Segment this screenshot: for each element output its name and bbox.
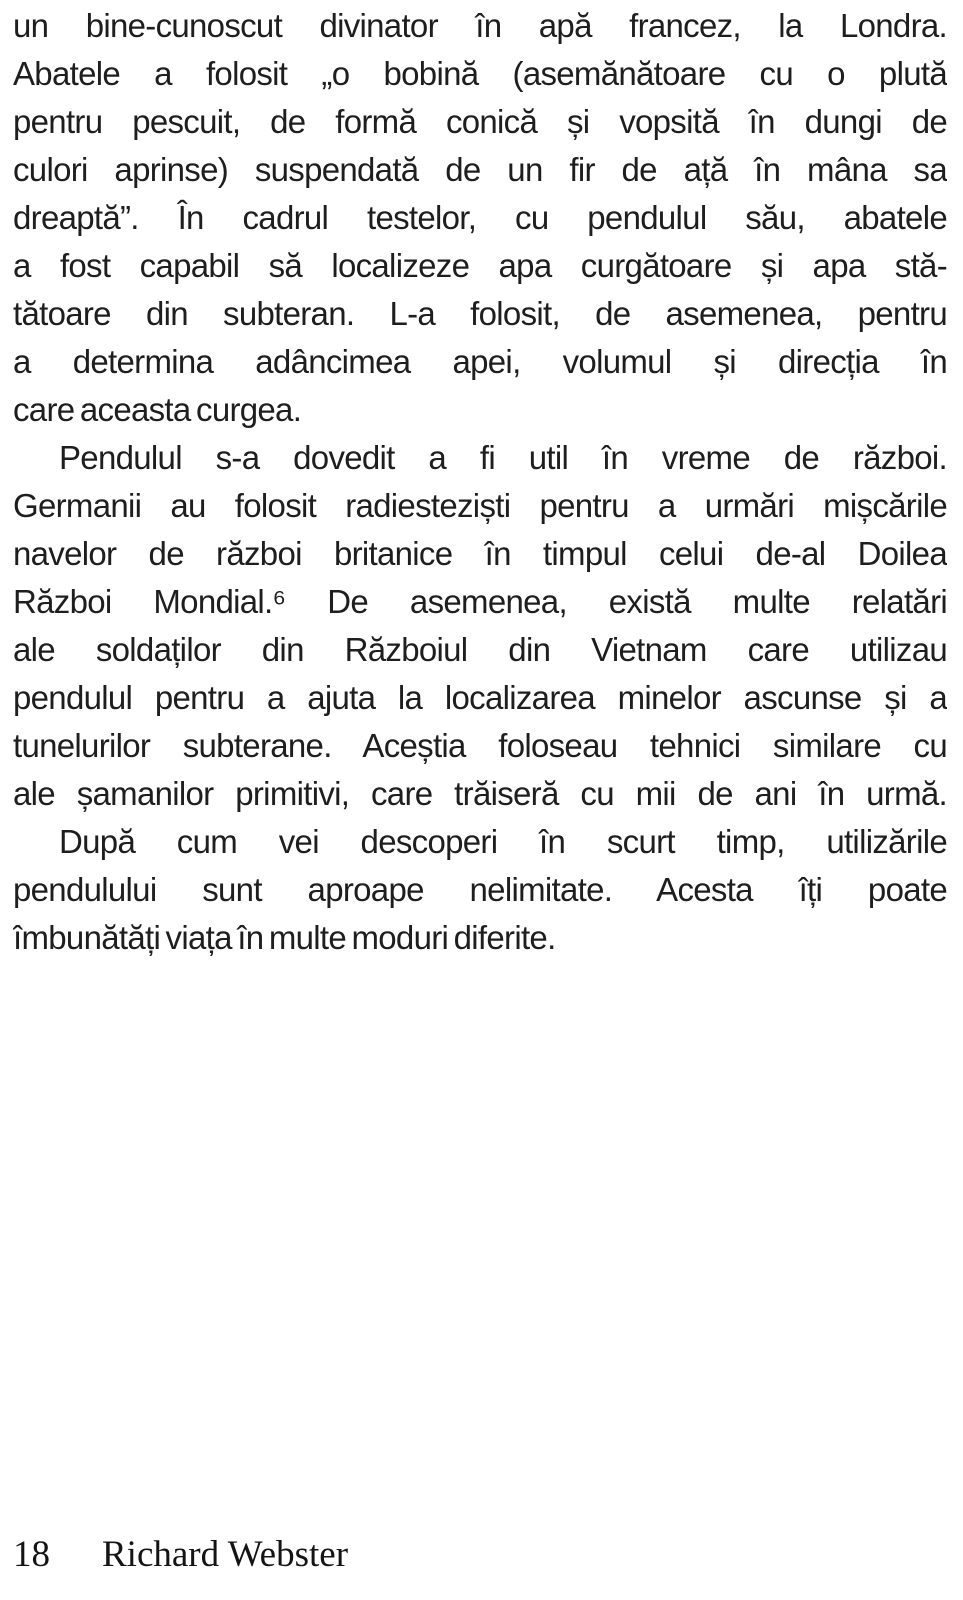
text-line: pentru pescuit, de formă conică și vopsită în dungi de [13, 103, 947, 140]
text-line: ale soldaților din Războiul din Vietnam care utilizau [13, 631, 947, 668]
text-line: a determina adâncimea apei, volumul și direcția în [13, 343, 947, 380]
text-line: După cum vei descoperi în scurt timp, utilizările [59, 823, 947, 860]
text-line: pendulul pentru a ajuta la localizarea minelor ascunse și a [13, 679, 947, 716]
text-line: un bine-cunoscut divinator în apă francez, la Londra. [13, 7, 947, 44]
running-head: Richard Webster [102, 1534, 349, 1575]
text-line: Război Mondial.⁶ De asemenea, există multe relatări [13, 583, 947, 620]
text-line: îmbunătăți viața în multe moduri diferite. [13, 919, 556, 956]
text-line: dreaptă”. În cadrul testelor, cu pendulul său, abatele [13, 199, 947, 236]
text-line: care aceasta curgea. [13, 391, 302, 428]
page-number: 18 [13, 1534, 50, 1575]
text-line: pendulului sunt aproape nelimitate. Acesta îți poate [13, 871, 947, 908]
page-footer [13, 1533, 348, 1576]
text-line: ale șamanilor primitivi, care trăiseră cu mii de ani în urmă. [13, 775, 947, 812]
text-line: a fost capabil să localizeze apa curgătoare și apa stă- [13, 247, 947, 284]
text-line: Germanii au folosit radiesteziști pentru a urmări mișcările [13, 487, 947, 524]
text-line: tătoare din subteran. L-a folosit, de asemenea, pentru [13, 295, 947, 332]
text-line: Pendulul s-a dovedit a fi util în vreme de război. [59, 439, 947, 476]
text-line: navelor de război britanice în timpul celui de-al Doilea [13, 535, 947, 572]
text-block [13, 2, 947, 962]
text-line: culori aprinse) suspendată de un fir de ață în mâna sa [13, 151, 947, 188]
text-line: tunelurilor subterane. Aceștia foloseau tehnici similare cu [13, 727, 947, 764]
text-line: Abatele a folosit „o bobină (asemănătoare cu o plută [13, 55, 947, 92]
